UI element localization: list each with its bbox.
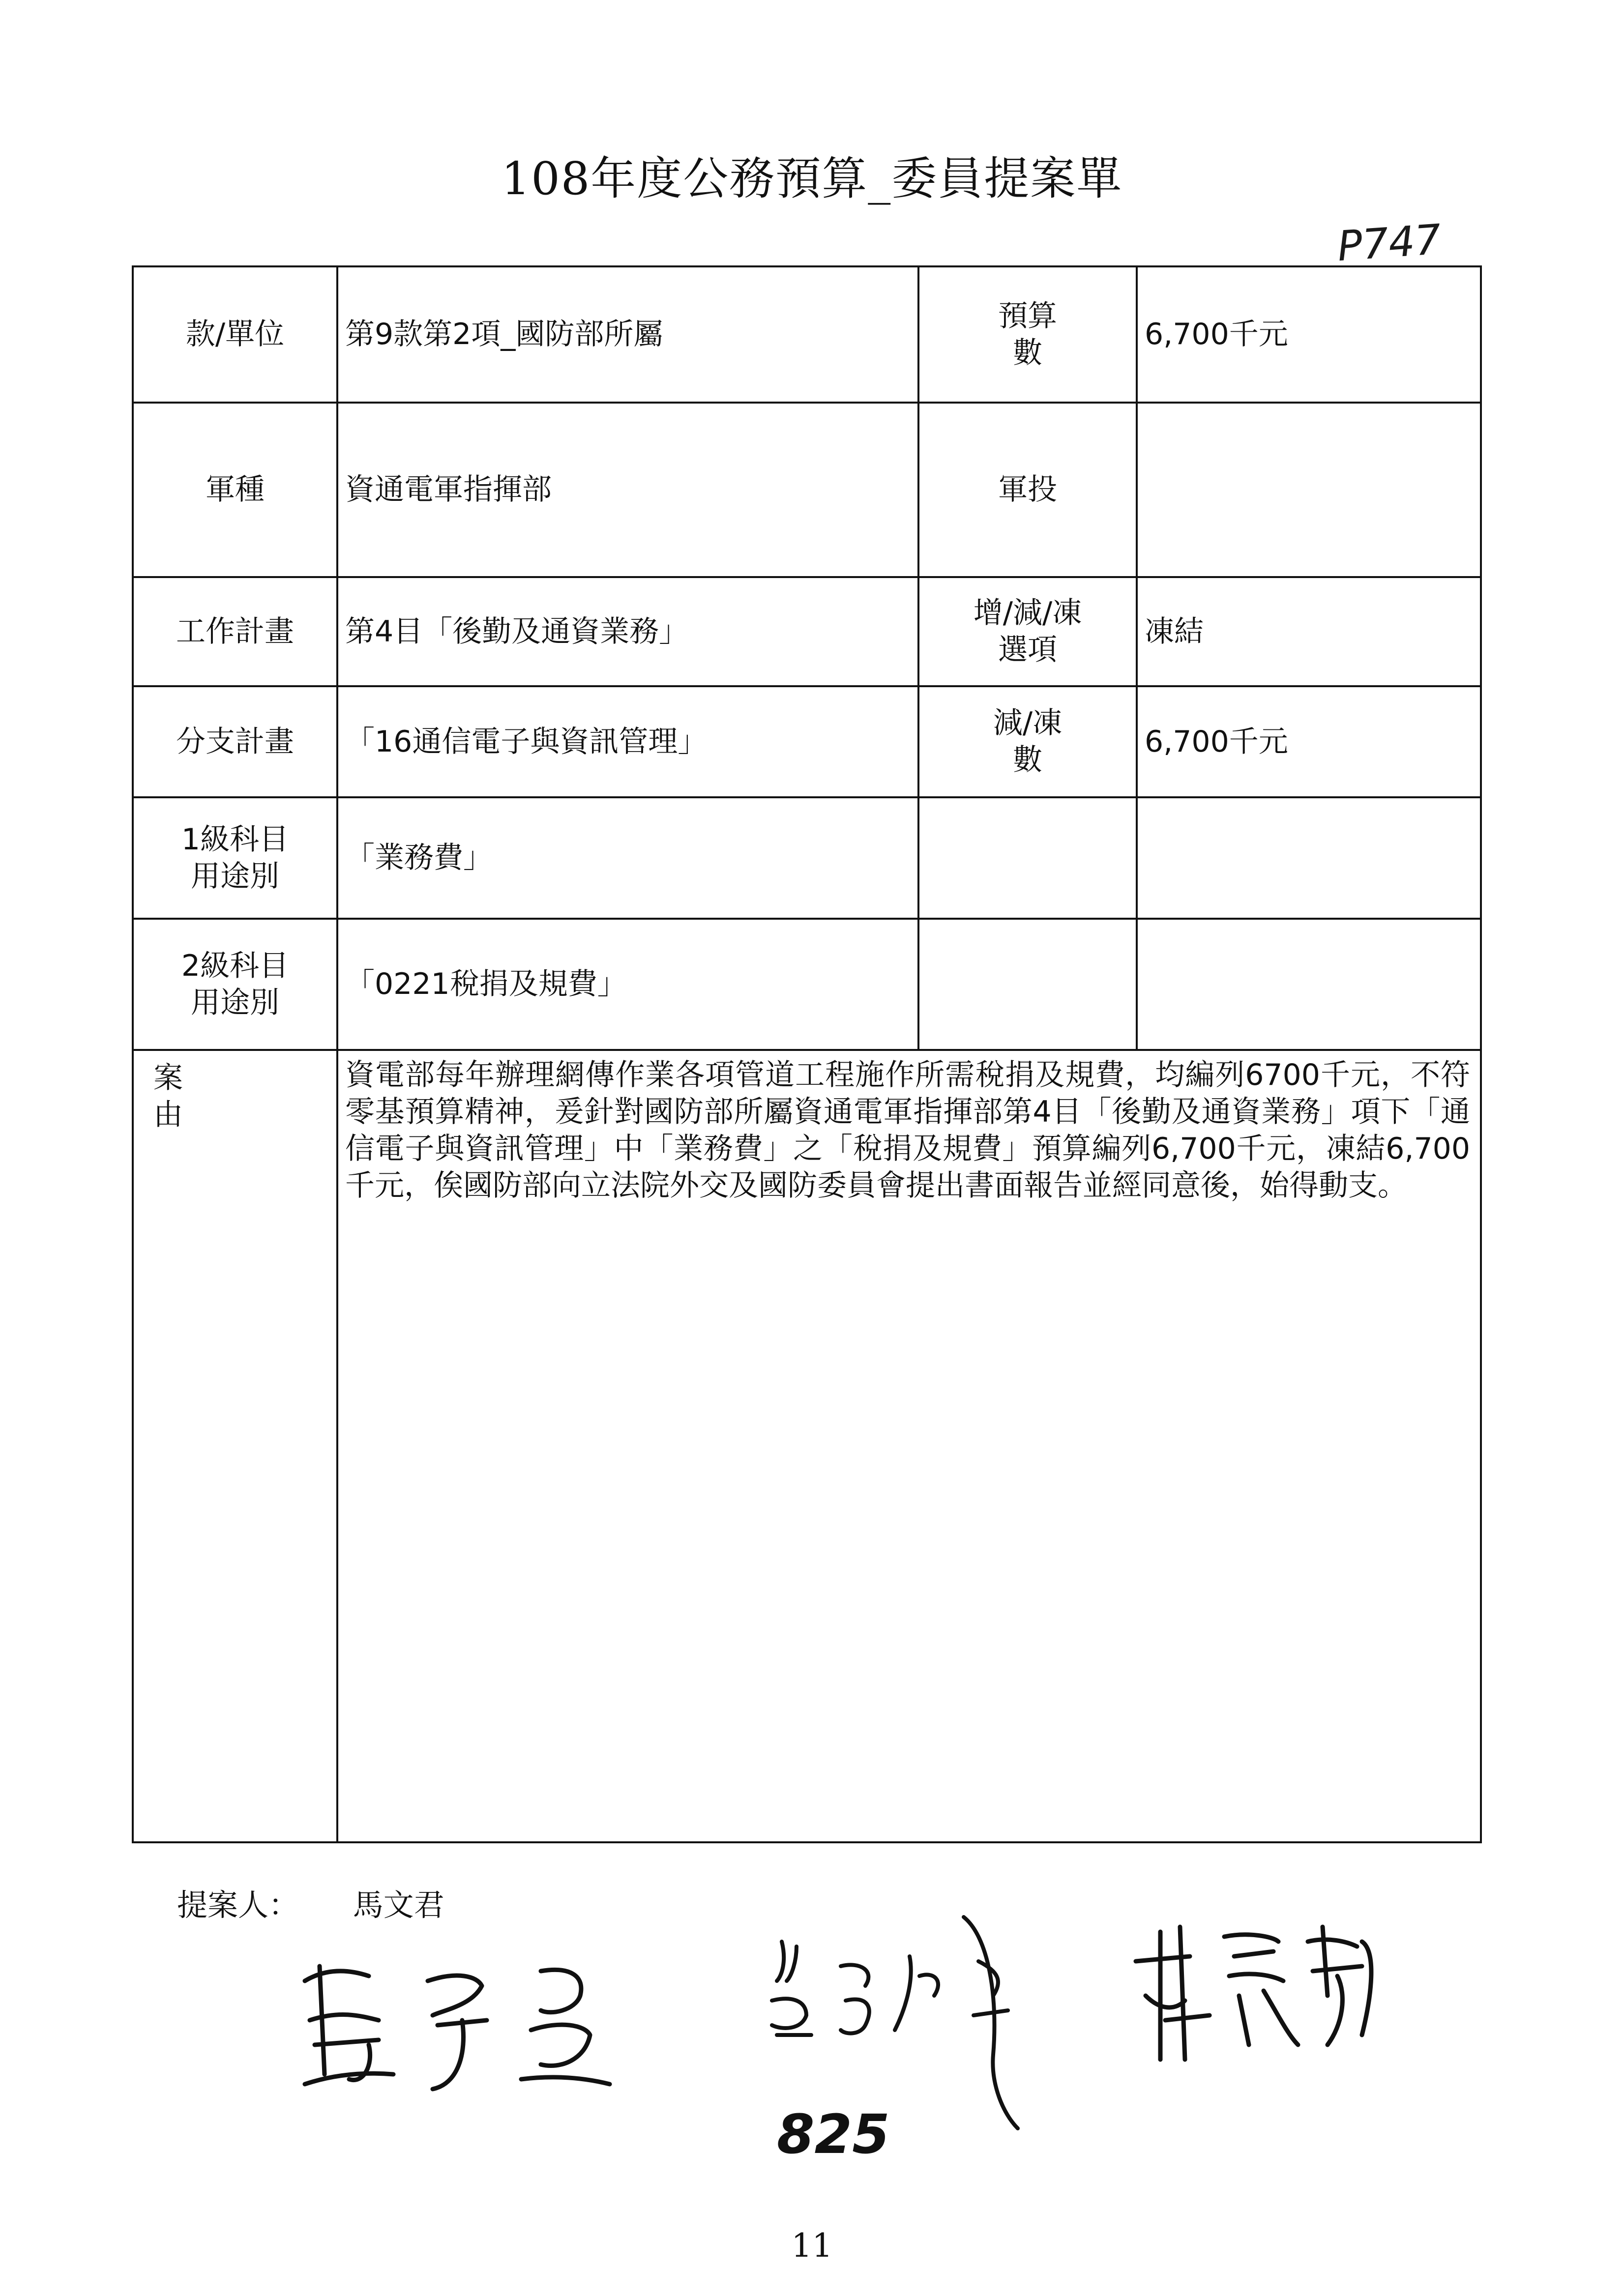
service-label: 軍種 — [133, 403, 337, 577]
reason-text: 資電部每年辦理網傳作業各項管道工程施作所需稅捐及規費，均編列6700千元，不符零基預算精神，爰針對國防部所屬資通電軍指揮部第4目「後勤及通資業務」項下「通信電子與資訊管理」中「業務費」之「稅捐及規費」預算編列6,700千元，凍結6,700千元，俟國防部向立法院外交及國防委員會提出書面報告並經同意後，始得動支。 — [337, 1050, 1481, 1842]
form-row-branch-plan — [133, 686, 1481, 797]
level1-empty-cell-b — [1137, 797, 1481, 919]
level2-subject-value: 「0221稅捐及規費」 — [337, 919, 918, 1050]
level2-subject-label: 2級科目用途別 — [133, 919, 337, 1050]
work-plan-label: 工作計畫 — [133, 577, 337, 686]
form-row-service — [133, 403, 1481, 577]
proposer-name: 馬文君 — [353, 1887, 444, 1923]
reason-label-cell — [133, 1050, 337, 1842]
page-ref-annotation: P747 — [1335, 215, 1443, 271]
stamp-number: 825 — [777, 2103, 890, 2166]
budget-amount-label: 預算數 — [918, 266, 1137, 403]
budget-amount-value: 6,700千元 — [1137, 266, 1481, 403]
signature-2 — [772, 1917, 1018, 2128]
signature-3 — [1136, 1927, 1371, 2060]
level2-empty-cell-a — [918, 919, 1137, 1050]
form-row-level2-subject — [133, 919, 1481, 1050]
service-value: 資通電軍指揮部 — [337, 403, 918, 577]
reason-label: 案由 — [153, 1061, 262, 1132]
page-number: 11 — [791, 2227, 833, 2265]
reduce-freeze-amount-value: 6,700千元 — [1137, 686, 1481, 797]
unit-value: 第9款第2項_國防部所屬 — [337, 266, 918, 403]
action-option-value: 凍結 — [1137, 577, 1481, 686]
branch-plan-label: 分支計畫 — [133, 686, 337, 797]
level1-subject-label: 1級科目用途別 — [133, 797, 337, 919]
military-investment-label: 軍投 — [918, 403, 1137, 577]
military-investment-value — [1137, 403, 1481, 577]
level1-subject-value: 「業務費」 — [337, 797, 918, 919]
action-option-label: 增/減/凍選項 — [918, 577, 1137, 686]
form-row-work-plan — [133, 577, 1481, 686]
level2-empty-cell-b — [1137, 919, 1481, 1050]
proposal-form-table — [132, 265, 1482, 1843]
proposer-label: 提案人： — [177, 1887, 299, 1923]
reduce-freeze-amount-label: 減/凍數 — [918, 686, 1137, 797]
branch-plan-value: 「16通信電子與資訊管理」 — [337, 686, 918, 797]
form-row-reason — [133, 1050, 1481, 1842]
level1-empty-cell-a — [918, 797, 1137, 919]
page-title: 108年度公務預算_委員提案單 — [501, 152, 1123, 205]
form-row-level1-subject — [133, 797, 1481, 919]
form-row-unit — [133, 266, 1481, 403]
signature-1 — [305, 1966, 610, 2089]
work-plan-value: 第4目「後勤及通資業務」 — [337, 577, 918, 686]
handwritten-signatures — [266, 1897, 1495, 2202]
unit-label: 款/單位 — [133, 266, 337, 403]
